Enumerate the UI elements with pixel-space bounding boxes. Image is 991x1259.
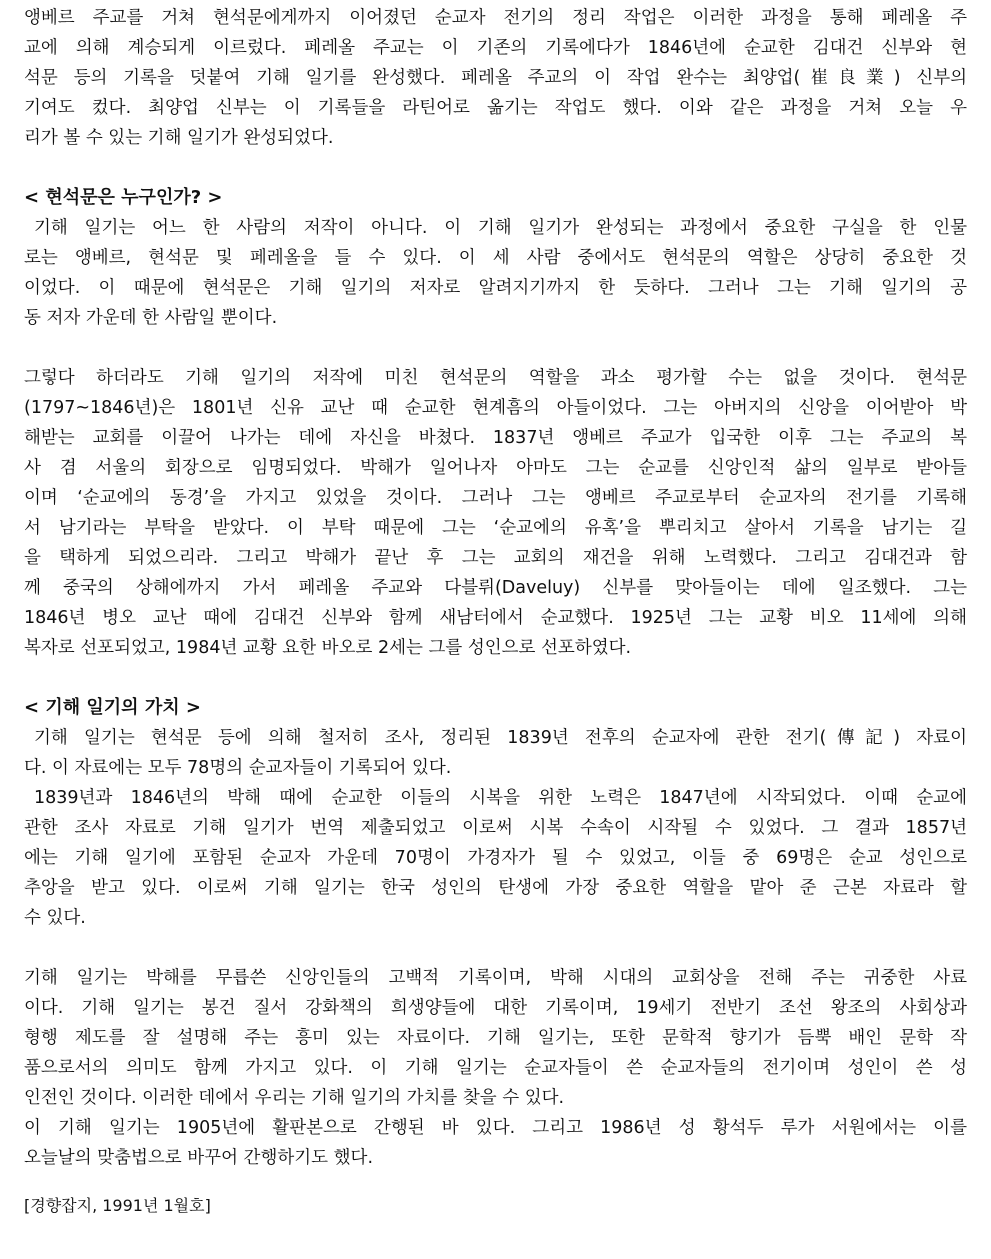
text-line: 1839년과 1846년의 박해 때에 순교한 이들의 시복을 위한 노력은 1847년에 시작되었다. 이때 순교에 (34, 788, 967, 808)
text-line: 기여도 컸다. 최양업 신부는 이 기록들을 라틴어로 옮기는 작업도 했다. 이와 같은 과정을 거쳐 오늘 우 (24, 98, 967, 118)
text-line: 기해 일기는 현석문 등에 의해 철저히 조사, 정리된 1839년 전후의 순교자에 관한 전기(傳記) 자료이 (34, 728, 967, 748)
text-line: 사 겸 서울의 회장으로 임명되었다. 박해가 일어나자 아마도 그는 순교를 신앙인적 삶의 일부로 받아들 (24, 458, 967, 478)
blank-line (24, 333, 967, 363)
paragraph (24, 213, 967, 333)
text-line: 오늘날의 맞춤법으로 바꾸어 간행하기도 했다. (24, 1148, 374, 1168)
text-line: 인전인 것이다. 이러한 데에서 우리는 기해 일기의 가치를 찾을 수 있다. (24, 1088, 565, 1108)
paragraph (24, 1113, 967, 1173)
text-line: 동 저자 가운데 한 사람일 뿐이다. (24, 308, 278, 328)
intro-paragraph (24, 3, 967, 153)
text-line: 이다. 기해 일기는 봉건 질서 강화책의 희생양들에 대한 기록이며, 19세기 전반기 조선 왕조의 사회상과 (24, 998, 967, 1018)
text-line: 다. 이 자료에는 모두 78명의 순교자들이 기록되어 있다. (24, 758, 452, 778)
text-line: 이 기해 일기는 1905년에 활판본으로 간행된 바 있다. 그리고 1986년 성 황석두 루가 서원에서는 이를 (24, 1118, 967, 1138)
text-line: 복자로 선포되었고, 1984년 교황 요한 바오로 2세는 그를 성인으로 선포하였다. (24, 638, 632, 658)
text-line: 품으로서의 의미도 함께 가지고 있다. 이 기해 일기는 순교자들이 쓴 순교자들의 전기이며 성인이 쓴 성 (24, 1058, 967, 1078)
text-line: 로는 앵베르, 현석문 및 페레올을 들 수 있다. 이 세 사람 중에서도 현석문의 역할은 상당히 중요한 것 (24, 248, 967, 268)
paragraph (24, 723, 967, 783)
document-body (24, 3, 967, 1221)
text-line: 기해 일기는 어느 한 사람의 저작이 아니다. 이 기해 일기가 완성되는 과정에서 중요한 구실을 한 인물 (34, 218, 967, 238)
blank-line (24, 933, 967, 963)
text-line: 앵베르 주교를 거쳐 현석문에게까지 이어졌던 순교자 전기의 정리 작업은 이러한 과정을 통해 페레올 주 (24, 8, 967, 28)
paragraph (24, 963, 967, 1113)
source-citation: [경향잡지, 1991년 1월호] (24, 1196, 211, 1215)
text-line: 서 남기라는 부탁을 받았다. 이 부탁 때문에 그는 ‘순교에의 유혹’을 뿌리치고 살아서 기록을 남기는 길 (24, 518, 967, 538)
text-line: 께 중국의 상해에까지 가서 페레올 주교와 다블뤼(Daveluy) 신부를 맞아들이는 데에 일조했다. 그는 (24, 578, 967, 598)
text-line: 교에 의해 계승되게 이르렀다. 페레올 주교는 이 기존의 기록에다가 1846년에 순교한 김대건 신부와 현 (24, 38, 967, 58)
paragraph (24, 783, 967, 933)
blank-line (24, 663, 967, 693)
text-line: 기해 일기는 박해를 무릅쓴 신앙인들의 고백적 기록이며, 박해 시대의 교회상을 전해 주는 귀중한 사료 (24, 968, 967, 988)
text-line: 1846년 병오 교난 때에 김대건 신부와 함께 새남터에서 순교했다. 1925년 그는 교황 비오 11세에 의해 (24, 608, 967, 628)
text-line: 이며 ‘순교에의 동경’을 가지고 있었을 것이다. 그러나 그는 앵베르 주교로부터 순교자의 전기를 기록해 (24, 488, 967, 508)
text-line: 수 있다. (24, 908, 86, 928)
paragraph (24, 363, 967, 663)
text-line: 해받는 교회를 이끌어 나가는 데에 자신을 바쳤다. 1837년 앵베르 주교가 입국한 이후 그는 주교의 복 (24, 428, 967, 448)
text-line: (1797~1846년)은 1801년 신유 교난 때 순교한 현계흠의 아들이었다. 그는 아버지의 신앙을 이어받아 박 (24, 398, 967, 418)
text-line: 석문 등의 기록을 덧붙여 기해 일기를 완성했다. 페레올 주교의 이 작업 완수는 최양업(崔良業) 신부의 (24, 68, 967, 88)
text-line: 에는 기해 일기에 포함된 순교자 가운데 70명이 가경자가 될 수 있었고, 이들 중 69명은 순교 성인으로 (24, 848, 967, 868)
text-line: 리가 볼 수 있는 기해 일기가 완성되었다. (24, 128, 334, 148)
text-line: 이었다. 이 때문에 현석문은 기해 일기의 저자로 알려지기까지 한 듯하다. 그러나 그는 기해 일기의 공 (24, 278, 967, 298)
blank-line (24, 153, 967, 183)
text-line: 추앙을 받고 있다. 이로써 기해 일기는 한국 성인의 탄생에 가장 중요한 역할을 맡아 준 근본 자료라 할 (24, 878, 967, 898)
section-heading-hyun-seokmun: < 현석문은 누구인가? > (24, 187, 223, 208)
text-line: 관한 조사 자료로 기해 일기가 번역 제출되었고 이로써 시복 수속이 시작될 수 있었다. 그 결과 1857년 (24, 818, 967, 838)
text-line: 을 택하게 되었으리라. 그리고 박해가 끝난 후 그는 교회의 재건을 위해 노력했다. 그리고 김대건과 함 (24, 548, 967, 568)
text-line: 그렇다 하더라도 기해 일기의 저작에 미친 현석문의 역할을 과소 평가할 수는 없을 것이다. 현석문 (24, 368, 967, 388)
section-heading-value: < 기해 일기의 가치 > (24, 697, 201, 718)
text-line: 형행 제도를 잘 설명해 주는 흥미 있는 자료이다. 기해 일기는, 또한 문학적 향기가 듬뿍 배인 문학 작 (24, 1028, 967, 1048)
